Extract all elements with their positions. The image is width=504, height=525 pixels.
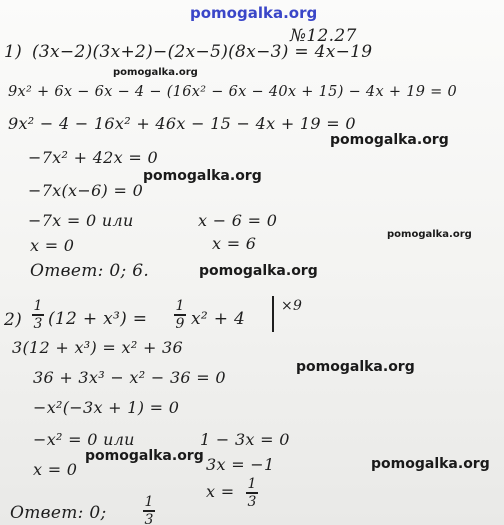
part2-equation-middle: (12 + x³) = <box>48 309 148 329</box>
part1-answer: Ответ: 0; 6. <box>30 261 150 281</box>
part2-case-left: −x² = 0 или <box>33 430 135 449</box>
watermark: pomogalka.org <box>387 229 472 240</box>
part1-case-left: −7x = 0 или <box>28 211 134 230</box>
part1-label: 1) <box>4 42 23 62</box>
part1-step-factor: −7x(x−6) = 0 <box>28 181 144 200</box>
part2-label: 2) <box>4 310 23 330</box>
part1-case-right: x − 6 = 0 <box>198 211 278 230</box>
part1-equation: (3x−2)(3x+2)−(2x−5)(8x−3) = 4x−19 <box>32 42 373 62</box>
part2-step-multiply: 3(12 + x³) = x² + 36 <box>12 338 183 357</box>
part1-root-left: x = 0 <box>30 236 75 255</box>
part2-equation-tail: x² + 4 <box>191 309 246 329</box>
part1-root-right: x = 6 <box>212 234 257 253</box>
fraction-answer-one-third: 1 3 <box>144 494 154 525</box>
watermark-top: pomogalka.org <box>190 4 318 22</box>
part1-step-collect: 9x² − 4 − 16x² + 46x − 15 − 4x + 19 = 0 <box>8 114 356 133</box>
multiplier: ×9 <box>281 298 303 314</box>
multiply-separator <box>272 296 274 332</box>
fraction-root-one-third: 1 3 <box>247 476 257 510</box>
watermark: pomogalka.org <box>371 456 490 472</box>
part2-step-factor: −x²(−3x + 1) = 0 <box>33 398 180 417</box>
part2-root-left: x = 0 <box>33 460 78 479</box>
watermark: pomogalka.org <box>143 168 262 184</box>
watermark: pomogalka.org <box>199 263 318 279</box>
part1-step-simplify: −7x² + 42x = 0 <box>28 148 158 167</box>
part2-root-prefix: x = <box>206 482 235 501</box>
part1-step-expand: 9x² + 6x − 6x − 4 − (16x² − 6x − 40x + 15) − 4x + 19 = 0 <box>8 84 458 100</box>
watermark: pomogalka.org <box>113 67 198 78</box>
watermark: pomogalka.org <box>330 132 449 148</box>
watermark: pomogalka.org <box>296 359 415 375</box>
fraction-one-ninth: 1 9 <box>175 298 185 332</box>
fraction-one-third: 1 3 <box>33 298 43 332</box>
part2-case-right: 1 − 3x = 0 <box>200 430 290 449</box>
part2-step-divide: 3x = −1 <box>206 455 275 474</box>
problem-number: №12.27 <box>290 26 357 46</box>
part2-answer: Ответ: 0; <box>10 503 107 523</box>
watermark: pomogalka.org <box>85 448 204 464</box>
part2-step-collect: 36 + 3x³ − x² − 36 = 0 <box>33 368 226 387</box>
